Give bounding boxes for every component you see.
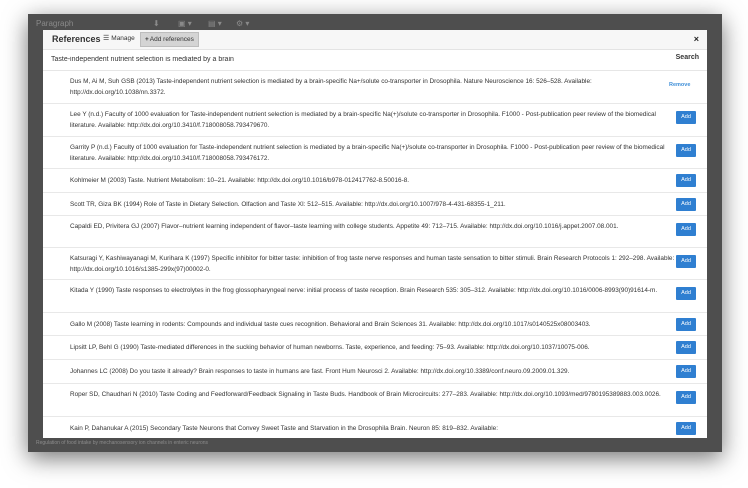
manage-button[interactable] bbox=[99, 33, 139, 45]
reference-row bbox=[43, 248, 707, 280]
add-reference-button[interactable]: Add bbox=[676, 318, 696, 331]
remove-reference-button[interactable]: Remove bbox=[669, 82, 691, 88]
add-reference-button[interactable]: Add bbox=[676, 223, 696, 236]
paragraph-style-dropdown: Paragraph bbox=[36, 19, 74, 28]
add-reference-button[interactable]: Add bbox=[676, 341, 696, 354]
plus-icon: + bbox=[145, 36, 149, 43]
image-icon: ▣ ▾ bbox=[178, 19, 192, 28]
reference-citation: Johannes LC (2008) Do you taste it already? Brain responses to taste in humans are fast. Front Hum Neurosci 2. Available: http://dx.doi.org/10.3389/conf.neuro.09.2009.01.329. bbox=[70, 368, 570, 375]
reference-citation: Lipsitt LP, Behl G (1990) Taste-mediated differences in the sucking behavior of human newborns. Taste, experience, and feeding: 75–93. Available: http://dx.doi.org/10.1037/10075-006. bbox=[70, 344, 590, 351]
add-reference-button[interactable]: Add bbox=[676, 174, 696, 187]
add-reference-button[interactable]: Add bbox=[676, 198, 696, 211]
modal-header bbox=[43, 30, 707, 50]
table-icon: ▤ ▾ bbox=[208, 19, 222, 28]
add-reference-button[interactable]: Add bbox=[676, 422, 696, 435]
add-reference-button[interactable]: Add bbox=[676, 255, 696, 268]
search-button[interactable]: Search bbox=[675, 54, 699, 61]
settings-icon: ⚙ ▾ bbox=[236, 19, 250, 28]
reference-row bbox=[43, 169, 707, 193]
add-references-button[interactable] bbox=[140, 32, 199, 47]
reference-citation: Katsuragi Y, Kashiwayanagi M, Kurihara K (1997) Specific inhibitor for bitter taste: inhibition of frog taste nerve responses and human taste sensation to bitter stimuli. Brain Research Protocols 1: 292–298. Available: http://dx.doi.org/10.1016/s1385-299x(97)00002-0. bbox=[70, 255, 675, 273]
reference-citation: Scott TR, Giza BK (1994) Role of Taste in Dietary Selection. Olfaction and Taste XI: 512–515. Available: http://dx.doi.org/10.1007/978-4-431-68355-1_211. bbox=[70, 201, 506, 208]
add-reference-button[interactable]: Add bbox=[676, 287, 696, 300]
manage-label: Manage bbox=[111, 35, 135, 42]
reference-row bbox=[43, 384, 707, 417]
reference-row bbox=[43, 193, 707, 216]
add-reference-button[interactable]: Add bbox=[676, 111, 696, 124]
reference-row bbox=[43, 360, 707, 384]
reference-citation: Capaldi ED, Privitera GJ (2007) Flavor–nutrient learning independent of flavor–taste learning with college students. Appetite 49: 712–715. Available: http://dx.doi.org/10.1016/j.appet.2007.08.001. bbox=[70, 223, 619, 230]
reference-row bbox=[43, 216, 707, 248]
add-references-label: Add references bbox=[149, 36, 194, 43]
reference-citation: Kitada Y (1990) Taste responses to electrolytes in the frog glossopharyngeal nerve: initial process of taste reception. Brain Research 535: 305–312. Available: http://dx.doi.org/10.1016/0006-8993(90)91614-m. bbox=[70, 287, 658, 294]
reference-row bbox=[43, 104, 707, 137]
reference-citation: Roper SD, Chaudhari N (2010) Taste Coding and Feedforward/Feedback Signaling in Taste Buds. Handbook of Brain Microcircuits: 277–283. Available: http://dx.doi.org/10.1093/med/9780195389883.003.0026. bbox=[70, 391, 661, 398]
reference-row bbox=[43, 137, 707, 169]
background-footer: Regulation of food intake by mechanosensory ion channels in enteric neurons bbox=[36, 440, 209, 446]
close-icon[interactable]: × bbox=[693, 34, 699, 44]
search-input[interactable] bbox=[49, 53, 663, 66]
add-reference-button[interactable]: Add bbox=[676, 144, 696, 157]
search-bar bbox=[43, 50, 707, 71]
add-reference-button[interactable]: Add bbox=[676, 365, 696, 378]
reference-citation: Gallo M (2008) Taste learning in rodents: Compounds and individual taste cues recognition. Behavioral and Brain Sciences 31. Available: http://dx.doi.org/10.1017/s0140525x08003403. bbox=[70, 321, 591, 328]
reference-row bbox=[43, 71, 707, 104]
reference-citation: Kain P, Dahanukar A (2015) Secondary Taste Neurons that Convey Sweet Taste and Starvation in the Drosophila Brain. Neuron 85: 819–832. Available: bbox=[70, 425, 498, 432]
reference-citation: Dus M, Ai M, Suh GSB (2013) Taste-independent nutrient selection is mediated by a brain-specific Na+/solute co-transporter in Drosophila. Nature Neuroscience 16: 526–528. Available: http://dx.doi.org/10.1038/nn.3372. bbox=[70, 78, 592, 96]
reference-results-list bbox=[43, 71, 707, 438]
reference-citation: Kohlmeier M (2003) Taste. Nutrient Metabolism: 10–21. Available: http://dx.doi.org/10.1016/b978-012417762-8.50016-8. bbox=[70, 177, 410, 184]
reference-citation: Garrity P (n.d.) Faculty of 1000 evaluation for Taste-independent nutrient selection is mediated by a brain-specific Na(+)/solute co-transporter in Drosophila. F1000 - Post-publication peer review of the biomedical literature. Available: http://dx.doi.org/10.3410/f.718008058.793476172. bbox=[70, 144, 665, 162]
save-icon: ⬇ bbox=[153, 19, 160, 28]
reference-row bbox=[43, 280, 707, 313]
list-icon: ☰ bbox=[103, 35, 110, 42]
references-modal bbox=[43, 30, 707, 438]
reference-row bbox=[43, 417, 707, 438]
reference-row bbox=[43, 336, 707, 360]
reference-citation: Lee Y (n.d.) Faculty of 1000 evaluation for Taste-independent nutrient selection is mediated by a brain-specific Na(+)/solute co-transporter in Drosophila. F1000 - Post-publication peer review of the biomedical literature. Available: http://dx.doi.org/10.3410/f.718008058.793479670. bbox=[70, 111, 656, 129]
modal-title: References bbox=[52, 34, 101, 44]
reference-row bbox=[43, 313, 707, 336]
add-reference-button[interactable]: Add bbox=[676, 391, 696, 404]
